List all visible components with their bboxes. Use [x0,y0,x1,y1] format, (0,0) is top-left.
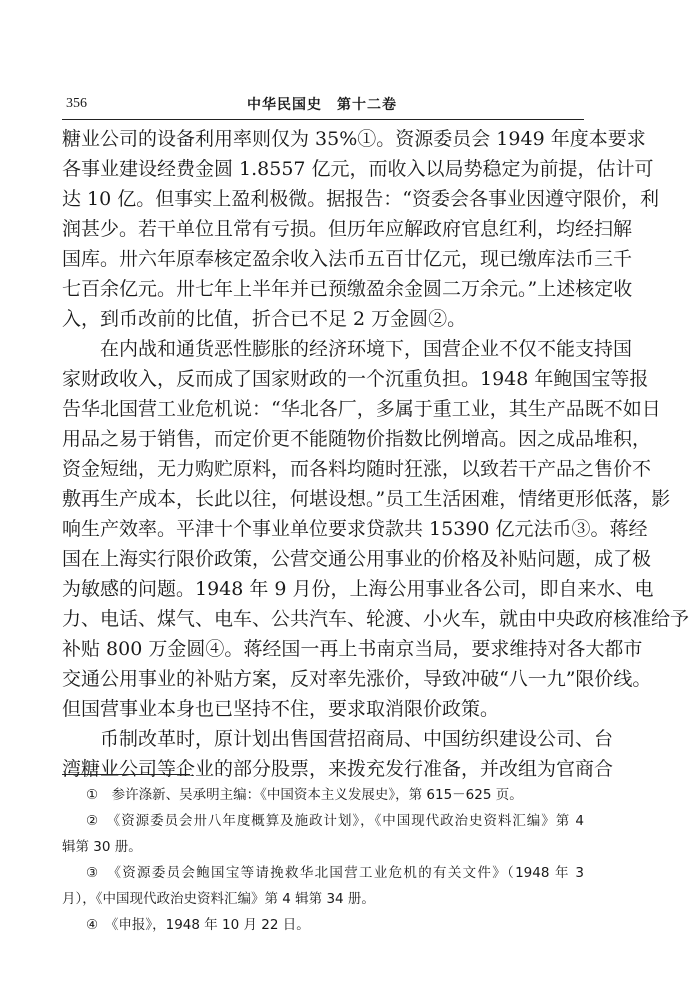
body-line: 补贴 800 万金圆④。蒋经国一再上书南京当局，要求维持对各大都市 [62,638,643,660]
body-line: 用品之易于销售，而定价更不能随物价指数比例增高。因之成品堆积， [62,428,652,450]
body-line: 家财政收入，反而成了国家财政的一个沉重负担。1948 年鲍国宝等报 [62,368,649,390]
body-line: 国在上海实行限价政策，公营交通公用事业的价格及补贴问题，成了极 [62,548,652,570]
body-line: 为敏感的问题。1948 年 9 月份，上海公用事业各公司，即自来水、电 [62,578,654,600]
running-title: 中华民国史 第十二卷 [247,97,397,113]
body-line: 但国营事业本身也已坚持不住，要求取消限价政策。 [62,698,500,720]
footnote-line: ① 参许涤新、吴承明主编：《中国资本主义发展史》，第 615－625 页。 [86,787,523,803]
body-line: 敷再生产成本，长此以往，何堪设想。”员工生活困难，情绪更形低落，影 [62,488,671,510]
footnote [62,782,584,808]
footnote [62,912,584,938]
body-line: 资金短绌，无力购贮原料，而各料均随时狂涨，以致若干产品之售价不 [62,458,652,480]
footnote-line: ② 《资源委员会卅八年度概算及施政计划》，《中国现代政治史资料汇编》第 4 [86,813,584,829]
body-text [62,124,689,784]
body-line: 告华北国营工业危机说：“华北各厂，多属于重工业，其生产品既不如日 [62,398,661,420]
body-line: 入，到币改前的比值，折合已不足 2 万金圆②。 [62,308,467,330]
body-line: 七百余亿元。卅七年上半年并已预缴盈余金圆二万余元。”上述核定收 [62,278,633,300]
body-line: 达 10 亿。但事实上盈利极微。据报告：“资委会各事业因遵守限价，利 [62,188,659,210]
footnote-rule [62,774,190,775]
body-line: 在内战和通货恶性膨胀的经济环境下，国营企业不仅不能支持国 [100,338,633,360]
body-line: 各事业建设经费金圆 1.8557 亿元，而收入以局势稳定为前提，估计可 [62,158,654,180]
page-number: 356 [66,96,87,111]
footnote-line: 月），《中国现代政治史资料汇编》第 4 辑第 34 册。 [62,891,375,907]
body-line: 交通公用事业的补贴方案，反对率先涨价，导致冲破“八一九”限价线。 [62,668,652,690]
body-line: 国库。卅六年原奉核定盈余收入法币五百廿亿元，现已缴库法币三千 [62,248,633,270]
footnote-line: 辑第 30 册。 [62,839,142,855]
footnotes [62,782,584,938]
footnote-line: ③ 《资源委员会鲍国宝等请挽救华北国营工业危机的有关文件》（1948 年 3 [86,865,584,881]
footnote-line: ④ 《申报》，1948 年 10 月 22 日。 [86,917,310,933]
body-line: 糖业公司的设备利用率则仅为 35%①。资源委员会 1949 年度本要求 [62,128,646,150]
body-line: 湾糖业公司等企业的部分股票，来拨充发行准备，并改组为官商合 [62,758,614,780]
body-line: 润甚少。若干单位且常有亏损。但历年应解政府官息红利，均经扫解 [62,218,633,240]
body-line: 币制改革时，原计划出售国营招商局、中国纺织建设公司、台 [100,728,614,750]
header-rule [62,119,584,120]
footnote [62,860,584,912]
body-line: 力、电话、煤气、电车、公共汽车、轮渡、小火车，就由中央政府核准给予 [62,608,689,630]
body-line: 响生产效率。平津十个事业单位要求贷款共 15390 亿元法币③。蒋经 [62,518,648,540]
footnote [62,808,584,860]
